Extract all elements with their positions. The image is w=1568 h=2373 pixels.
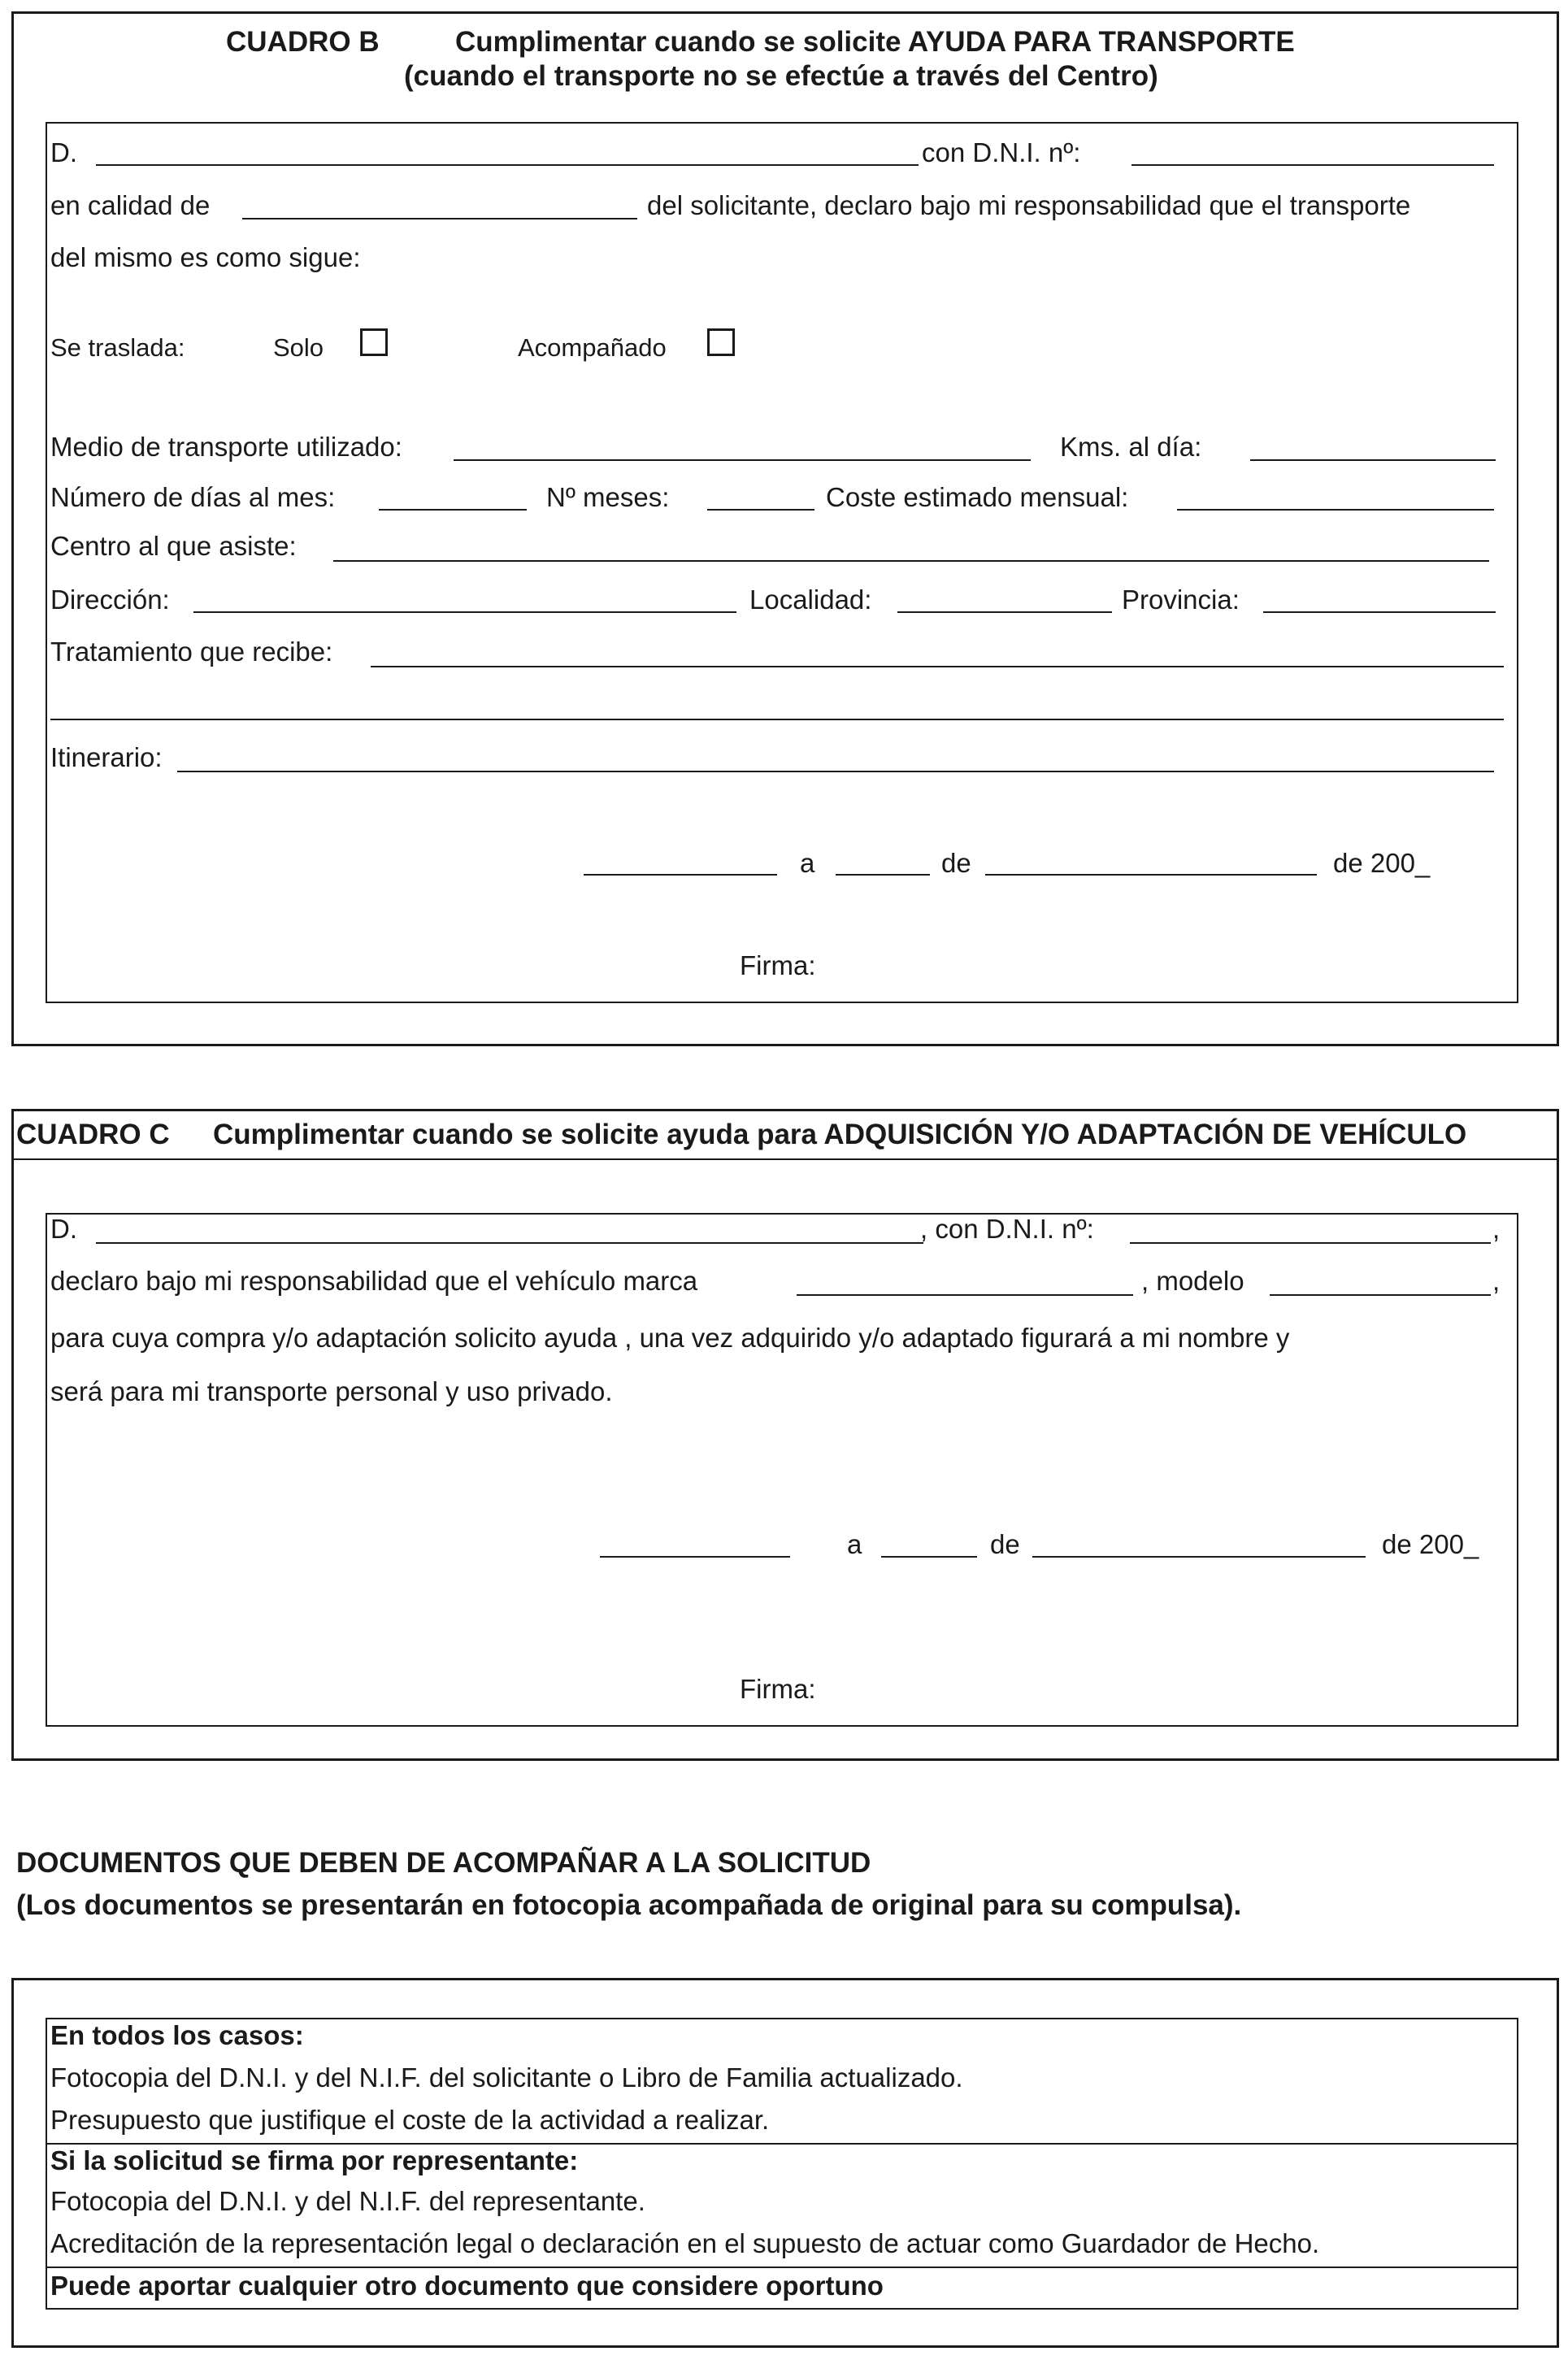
b-dni-field[interactable] [1131,164,1494,166]
representante-title: Si la solicitud se firma por representante: [50,2145,579,2175]
c-firma-label: Firma: [740,1674,816,1704]
c-modelo-comma: , [1492,1266,1501,1296]
c-dni-field[interactable] [1130,1242,1491,1244]
c-marca-field[interactable] [797,1294,1133,1296]
b-meses-field[interactable] [707,509,814,511]
documentos-subheading: (Los documentos se presentarán en fotocopia acompañada de original para su compulsa). [16,1889,1242,1921]
b-month-field[interactable] [985,874,1317,876]
b-tratamiento-label: Tratamiento que recibe: [50,637,333,667]
c-date-de: de [990,1529,1020,1559]
b-kms-label: Kms. al día: [1060,432,1202,462]
b-mismo-text: del mismo es como sigue: [50,242,361,272]
b-dias-field[interactable] [379,509,527,511]
b-d-label: D. [50,137,77,167]
c-modelo-field[interactable] [1270,1294,1491,1296]
c-declaro-label: declaro bajo mi responsabilidad que el vehículo marca [50,1266,698,1296]
b-name-field[interactable] [96,164,919,166]
b-calidad-label: en calidad de [50,190,211,220]
todos-item: Presupuesto que justifique el coste de la actividad a realizar. [50,2105,770,2135]
c-place-field[interactable] [600,1556,790,1558]
b-calidad-rest: del solicitante, declaro bajo mi responsabilidad que el transporte [647,190,1411,220]
c-dni-comma: , [1492,1214,1501,1244]
c-date-a: a [847,1529,862,1559]
cuadro-c-title-rule [11,1158,1559,1160]
b-solo-checkbox[interactable] [360,328,388,356]
b-centro-label: Centro al que asiste: [50,531,297,561]
b-medio-label: Medio de transporte utilizado: [50,432,402,462]
b-tratamiento-field-2[interactable] [50,719,1504,720]
b-firma-label: Firma: [740,950,816,980]
cuadro-b-code: CUADRO B [226,26,380,58]
b-provincia-label: Provincia: [1122,585,1240,615]
cuadro-c-title: Cumplimentar cuando se solicite ayuda para ADQUISICIÓN Y/O ADAPTACIÓN DE VEHÍCULO [213,1119,1467,1150]
c-month-field[interactable] [1032,1556,1366,1558]
b-provincia-field[interactable] [1263,611,1496,613]
b-coste-label: Coste estimado mensual: [826,482,1129,512]
b-direccion-label: Dirección: [50,585,170,615]
c-day-field[interactable] [881,1556,977,1558]
c-modelo-label: , modelo [1141,1266,1244,1296]
c-name-field[interactable] [96,1242,923,1244]
c-dni-label: , con D.N.I. nº: [920,1214,1094,1244]
todos-item: Fotocopia del D.N.I. y del N.I.F. del solicitante o Libro de Familia actualizado. [50,2062,963,2093]
c-line4: será para mi transporte personal y uso privado. [50,1376,613,1406]
b-centro-field[interactable] [333,560,1489,562]
b-direccion-field[interactable] [193,611,736,613]
b-localidad-field[interactable] [897,611,1112,613]
cuadro-c-code: CUADRO C [16,1119,170,1150]
cuadro-b-subtitle: (cuando el transporte no se efectúe a través del Centro) [404,60,1158,92]
b-acompanado-label: Acompañado [518,333,667,362]
b-localidad-label: Localidad: [749,585,872,615]
b-place-field[interactable] [584,874,777,876]
otro-title: Puede aportar cualquier otro documento que considere oportuno [50,2271,884,2301]
b-tratamiento-field[interactable] [371,666,1504,667]
b-date-de: de [941,848,971,878]
c-date-year: de 200_ [1382,1529,1479,1559]
b-day-field[interactable] [836,874,930,876]
b-itinerario-field[interactable] [177,771,1494,772]
representante-item: Fotocopia del D.N.I. y del N.I.F. del representante. [50,2186,645,2216]
b-dni-label: con D.N.I. nº: [922,137,1081,167]
c-d-label: D. [50,1214,77,1244]
b-coste-field[interactable] [1177,509,1494,511]
documentos-heading: DOCUMENTOS QUE DEBEN DE ACOMPAÑAR A LA SOLICITUD [16,1847,871,1879]
cuadro-b-title: Cumplimentar cuando se solicite AYUDA PARA TRANSPORTE [455,26,1295,58]
b-dias-label: Número de días al mes: [50,482,336,512]
b-solo-label: Solo [273,333,324,362]
b-meses-label: Nº meses: [546,482,670,512]
b-traslada-label: Se traslada: [50,333,185,362]
b-date-year: de 200_ [1333,848,1431,878]
b-kms-field[interactable] [1250,459,1496,461]
c-line3: para cuya compra y/o adaptación solicito ayuda , una vez adquirido y/o adaptado figurará a mi nombre y [50,1323,1290,1353]
b-date-a: a [800,848,815,878]
b-calidad-field[interactable] [242,218,637,219]
b-acompanado-checkbox[interactable] [707,328,735,356]
documentos-divider-2 [46,2267,1518,2268]
b-medio-field[interactable] [454,459,1031,461]
representante-item: Acreditación de la representación legal o declaración en el supuesto de actuar como Guardador de Hecho. [50,2228,1320,2258]
todos-title: En todos los casos: [50,2020,304,2050]
b-itinerario-label: Itinerario: [50,742,163,772]
